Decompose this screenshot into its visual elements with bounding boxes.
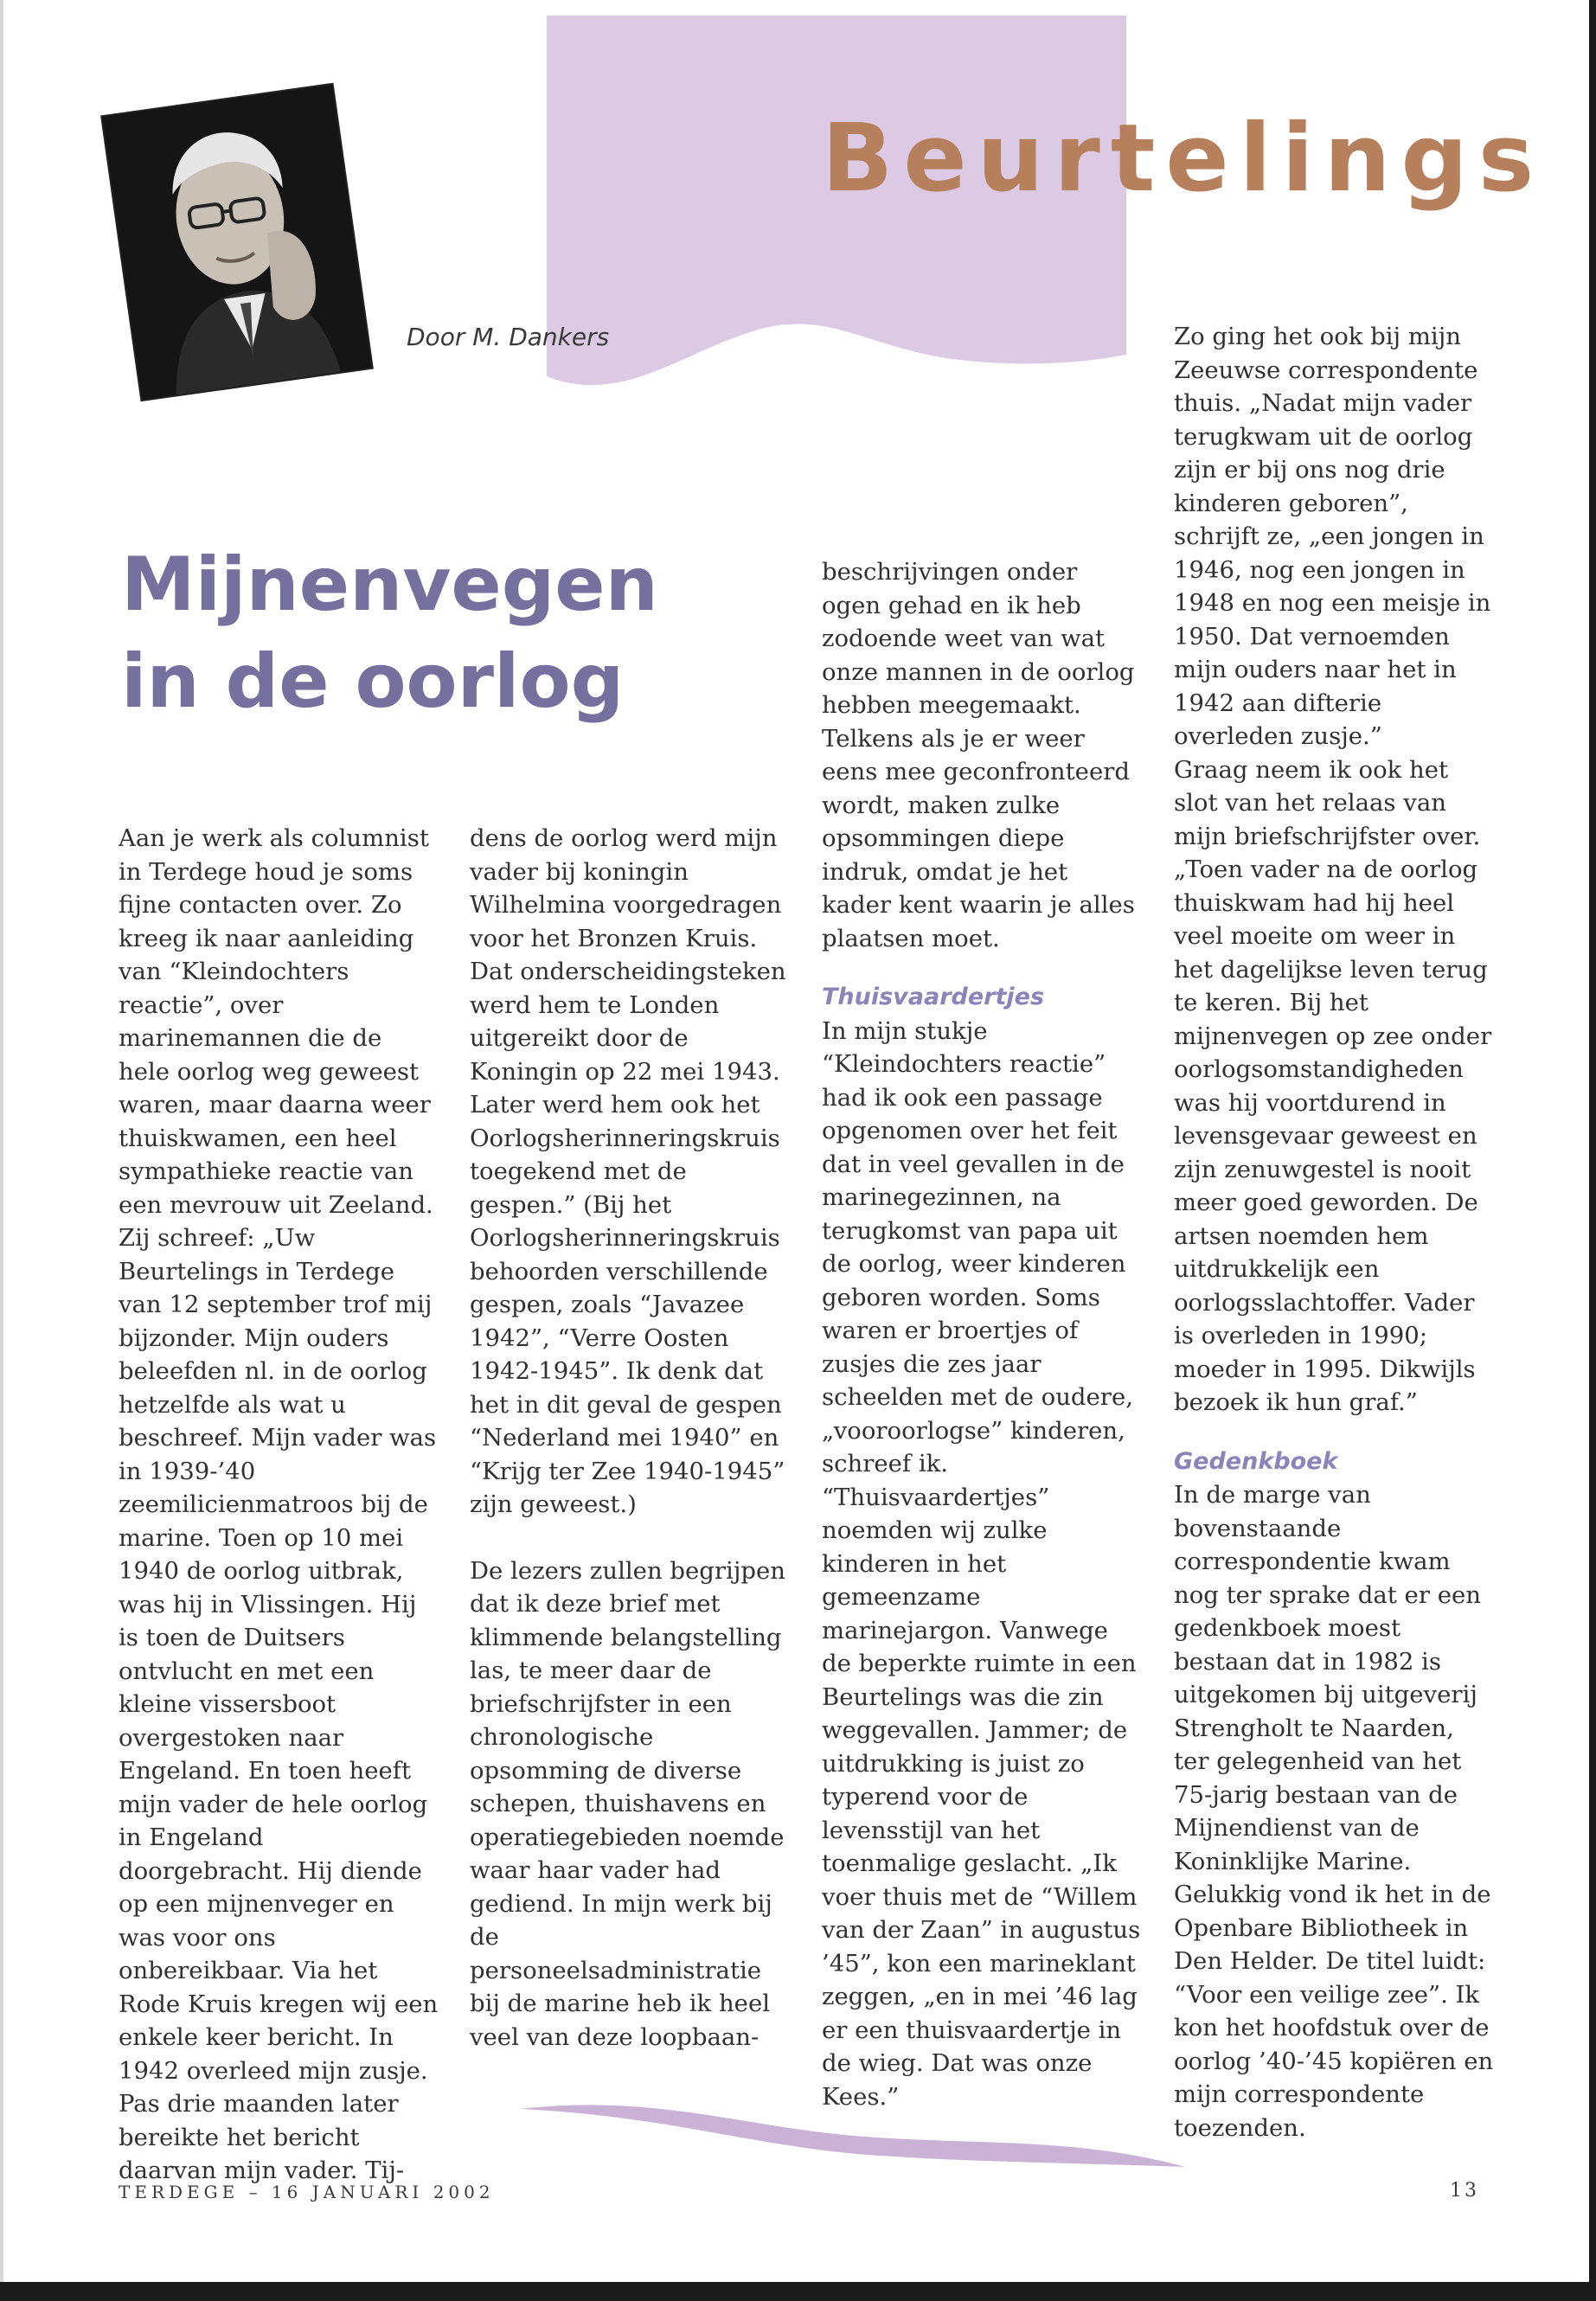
author-byline: Door M. Dankers (407, 323, 610, 351)
section-title: Beurtelings (822, 105, 1545, 213)
scan-edge-right (1589, 0, 1596, 2301)
article-column-1 (119, 822, 439, 2188)
portrait-photo-icon (102, 85, 371, 400)
footer-publication-date: TERDEGE – 16 JANUARI 2002 (119, 2182, 495, 2202)
paragraph: Zo ging het ook bij mijn Zeeuwse correspondente thuis. „Nadat mijn vader terugkwam uit de oorlog zijn er bij ons nog drie kinderen geboren”, schrijft ze, „een jongen in 1946, nog een jongen in 1948 en nog een meisje in 1950. Dat vernoemden mijn ouders naar het in 1942 aan difterie overleden zusje.” (1174, 323, 1491, 750)
scan-edge-bottom (0, 2282, 1596, 2301)
article-column-2 (470, 822, 790, 2054)
paragraph: De lezers zullen begrijpen dat ik deze brief met klimmende belangstelling las, te meer daar de briefschrijfster in een chronologische opsomming de diverse schepen, thuishavens en operatiegebieden noemde waar haar vader had gediend. In mijn werk bij de personeelsadministratie bij de marine heb ik heel veel van deze loopbaan- (470, 1556, 785, 2051)
paragraph: In de marge van bovenstaande correspondentie kwam nog ter sprake dat er een gedenkboek moest bestaan dat in 1982 is uitgekomen bij uitgeverij Strengholt te Naarden, ter gelegenheid van het 75-jarig bestaan van de Mijnendienst van de Koninklijke Marine. Gelukkig vond ik het in de Openbare Bibliotheek in Den Helder. De titel luidt: “Voor een veilige zee”. Ik kon het hoofdstuk over de oorlog ’40-’45 kopiëren en mijn correspondente toezenden. (1174, 1481, 1494, 2142)
author-photo (102, 85, 371, 400)
paragraph: dens de oorlog werd mijn vader bij koningin Wilhelmina voorgedragen voor het Bronzen Kruis. Dat onderscheidingsteken werd hem te Londen uitgereikt door de Koningin op 22 mei 1943. Later werd hem ook het Oorlogsherinneringskruis toegekend met de gespen.” (Bij het Oorlogsherinneringskruis behoorden verschillende gespen, zoals “Javazee 1942”, “Verre Oosten 1942-1945”. Ik denk dat het in dit geval de gespen “Nederland mei 1940” en “Krijg ter Zee 1940-1945” zijn geweest.) (470, 824, 786, 1518)
scan-edge-left (0, 0, 3, 2301)
article-title: Mijnenvegen in de oorlog (121, 542, 658, 725)
subheading-thuisvaardertjes: Thuisvaardertjes (822, 984, 1045, 1010)
paragraph: Graag neem ik ook het slot van het relaas van mijn briefschrijfster over. „Toen vader na de oorlog thuiskwam had hij heel veel moeite om weer in het dagelijkse leven terug te keren. Bij het mijnenvegen op zee onder oorlogsomstandigheden was hij voortdurend in levensgevaar geweest en zijn zenuwgestel is nooit meer goed geworden. De artsen noemden hem uitdrukkelijk een oorlogsslachtoffer. Vader is overleden in 1990; moeder in 1995. Dikwijls bezoek ik hun graf.” (1174, 755, 1492, 1416)
page-number: 13 (1450, 2180, 1479, 2202)
article-column-4 (1174, 320, 1494, 2144)
paragraph: In mijn stukje “Kleindochters reactie” had ik ook een passage opgenomen over het feit dat in veel gevallen in de marinegezinnen, na terugkomst van papa uit de oorlog, weer kinderen geboren worden. Soms waren er broertjes of zusjes die zes jaar scheelden met de oudere, „vooroorlogse” kinderen, schreef ik. “Thuisvaardertjes” noemden wij zulke kinderen in het gemeenzame marinejargon. Vanwege de beperkte ruimte in een Beurtelings was die zin weggevallen. Jammer; de uitdrukking is juist zo typerend voor de levensstijl van het toenmalige geslacht. „Ik voer thuis met de “Willem van der Zaan” in augustus ’45”, kon een marineklant zeggen, „en in mei ’46 lag er een thuisvaardertje in de wieg. Dat was onze Kees.” (822, 1016, 1141, 2111)
subheading-gedenkboek: Gedenkboek (1174, 1447, 1338, 1475)
paragraph: Aan je werk als columnist in Terdege houd je soms fijne contacten over. Zo kreeg ik naar aanleiding van “Kleindochters reactie”, over marinemannen die de hele oorlog weg geweest waren, maar daarna weer thuiskwamen, een heel sympathieke reactie van een mevrouw uit Zeeland. Zij schreef: „Uw Beurtelings in Terdege van 12 september trof mij bijzonder. Mijn ouders beleefden nl. in de oorlog hetzelfde als wat u beschreef. Mijn vader was in 1939-’40 zeemilicienmatroos bij de marine. Toen op 10 mei 1940 de oorlog uitbrak, was hij in Vlissingen. Hij is toen de Duitsers ontvlucht en met een kleine vissersboot overgestoken naar Engeland. En toen heeft mijn vader de hele oorlog in Engeland doorgebracht. Hij diende op een mijnenveger en was voor ons onbereikbaar. Via het Rode Kruis kregen wij een enkele keer bericht. In 1942 overleed mijn zusje. Pas drie maanden later bereikte het bericht daarvan mijn vader. Tij- (119, 824, 439, 2184)
paragraph: beschrijvingen onder ogen gehad en ik heb zodoende weet van wat onze mannen in de oorlog hebben meegemaakt. Telkens als je er weer eens mee geconfronteerd wordt, maken zulke opsommingen diepe indruk, omdat je het kader kent waarin je alles plaatsen moet. (822, 558, 1135, 952)
article-column-3 (822, 555, 1142, 2113)
